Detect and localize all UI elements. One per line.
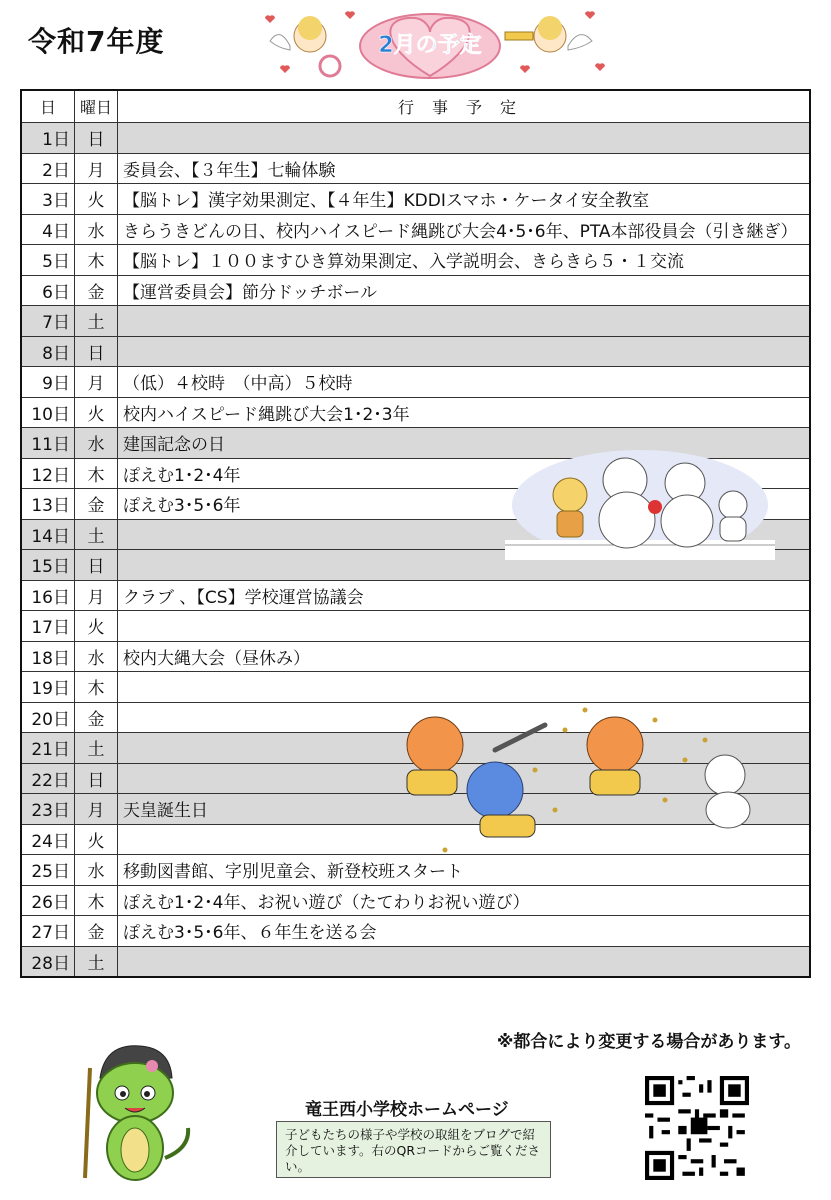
table-row (21, 245, 810, 276)
weekday-cell: 月 (75, 580, 118, 611)
day-cell: 8日 (21, 336, 75, 367)
day-cell: 13日 (21, 489, 75, 520)
weekday-cell: 月 (75, 153, 118, 184)
event-cell: ぽえむ1･2･4年 (118, 458, 811, 489)
table-row (21, 611, 810, 642)
weekday-cell: 土 (75, 946, 118, 977)
day-cell: 14日 (21, 519, 75, 550)
weekday-cell: 火 (75, 824, 118, 855)
mascot-illustration (70, 1038, 200, 1186)
weekday-cell: 土 (75, 306, 118, 337)
event-cell: 校内ハイスピード縄跳び大会1･2･3年 (118, 397, 811, 428)
event-cell: 【脳トレ】漢字効果測定、【４年生】KDDIスマホ・ケータイ安全教室 (118, 184, 811, 215)
event-cell: ぽえむ3･5･6年、６年生を送る会 (118, 916, 811, 947)
weekday-cell: 金 (75, 702, 118, 733)
homepage-description: 子どもたちの様子や学校の取組をブログで紹介しています。右のQRコードからご覧ください。 (276, 1121, 551, 1178)
day-cell: 1日 (21, 123, 75, 154)
day-cell: 16日 (21, 580, 75, 611)
weekday-cell: 金 (75, 916, 118, 947)
table-row (21, 184, 810, 215)
event-cell (118, 946, 811, 977)
day-cell: 26日 (21, 885, 75, 916)
table-row (21, 123, 810, 154)
event-cell (118, 306, 811, 337)
day-cell: 22日 (21, 763, 75, 794)
header-weekday: 曜日 (75, 90, 118, 123)
day-cell: 18日 (21, 641, 75, 672)
day-cell: 17日 (21, 611, 75, 642)
event-cell: 【運営委員会】節分ドッチボール (118, 275, 811, 306)
table-row (21, 275, 810, 306)
table-row (21, 641, 810, 672)
day-cell: 12日 (21, 458, 75, 489)
weekday-cell: 木 (75, 672, 118, 703)
day-cell: 28日 (21, 946, 75, 977)
table-row (21, 885, 810, 916)
weekday-cell: 木 (75, 885, 118, 916)
day-cell: 21日 (21, 733, 75, 764)
weekday-cell: 日 (75, 123, 118, 154)
day-cell: 9日 (21, 367, 75, 398)
day-cell: 27日 (21, 916, 75, 947)
table-row (21, 916, 810, 947)
event-cell: 天皇誕生日 (118, 794, 811, 825)
year-title: 令和7年度 (28, 25, 165, 58)
table-row (21, 306, 810, 337)
table-row (21, 214, 810, 245)
setsubun-oni-illustration (385, 700, 785, 860)
event-cell: 校内大縄大会（昼休み） (118, 641, 811, 672)
event-cell: 移動図書館、字別児童会、新登校班スタート (118, 855, 811, 886)
weekday-cell: 金 (75, 275, 118, 306)
day-cell: 7日 (21, 306, 75, 337)
weekday-cell: 木 (75, 458, 118, 489)
valentine-header-illustration (250, 6, 610, 86)
day-cell: 6日 (21, 275, 75, 306)
event-cell (118, 611, 811, 642)
weekday-cell: 水 (75, 855, 118, 886)
weekday-cell: 月 (75, 794, 118, 825)
weekday-cell: 火 (75, 184, 118, 215)
day-cell: 23日 (21, 794, 75, 825)
event-cell: 建国記念の日 (118, 428, 811, 459)
weekday-cell: 火 (75, 397, 118, 428)
day-cell: 20日 (21, 702, 75, 733)
weekday-cell: 水 (75, 428, 118, 459)
table-row (21, 397, 810, 428)
table-row (21, 367, 810, 398)
weekday-cell: 金 (75, 489, 118, 520)
homepage-title: 竜王西小学校ホームページ (305, 1100, 509, 1120)
table-row (21, 946, 810, 977)
day-cell: 3日 (21, 184, 75, 215)
weekday-cell: 日 (75, 336, 118, 367)
event-cell: （低）４校時 （中高）５校時 (118, 367, 811, 398)
event-cell: ぽえむ1･2･4年、お祝い遊び（たてわりお祝い遊び） (118, 885, 811, 916)
table-row (21, 336, 810, 367)
header-day: 日 (21, 90, 75, 123)
weekday-cell: 日 (75, 550, 118, 581)
day-cell: 11日 (21, 428, 75, 459)
weekday-cell: 水 (75, 214, 118, 245)
month-title: 2月の予定 (378, 33, 482, 58)
table-row (21, 580, 810, 611)
event-cell: 委員会、【３年生】七輪体験 (118, 153, 811, 184)
table-row (21, 672, 810, 703)
snowman-illustration (505, 435, 775, 560)
event-cell (118, 336, 811, 367)
event-cell: クラブ 、【CS】学校運営協議会 (118, 580, 811, 611)
weekday-cell: 土 (75, 733, 118, 764)
weekday-cell: 日 (75, 763, 118, 794)
day-cell: 15日 (21, 550, 75, 581)
event-cell (118, 672, 811, 703)
day-cell: 19日 (21, 672, 75, 703)
qr-code-icon[interactable] (645, 1076, 749, 1180)
event-cell: 【脳トレ】１００ますひき算効果測定、入学説明会、きらきら５・１交流 (118, 245, 811, 276)
day-cell: 25日 (21, 855, 75, 886)
table-row (21, 153, 810, 184)
weekday-cell: 月 (75, 367, 118, 398)
weekday-cell: 火 (75, 611, 118, 642)
day-cell: 5日 (21, 245, 75, 276)
day-cell: 4日 (21, 214, 75, 245)
weekday-cell: 土 (75, 519, 118, 550)
day-cell: 10日 (21, 397, 75, 428)
table-header-row (21, 90, 810, 123)
header-events: 行事予定 (118, 90, 811, 123)
weekday-cell: 水 (75, 641, 118, 672)
event-cell (118, 123, 811, 154)
schedule-note: ※都合により変更する場合があります。 (496, 1032, 801, 1052)
day-cell: 24日 (21, 824, 75, 855)
weekday-cell: 木 (75, 245, 118, 276)
event-cell: ぽえむ3･5･6年 (118, 489, 811, 520)
day-cell: 2日 (21, 153, 75, 184)
event-cell: きらうきどんの日、校内ハイスピード縄跳び大会4･5･6年、PTA本部役員会（引き継ぎ） (118, 214, 811, 245)
